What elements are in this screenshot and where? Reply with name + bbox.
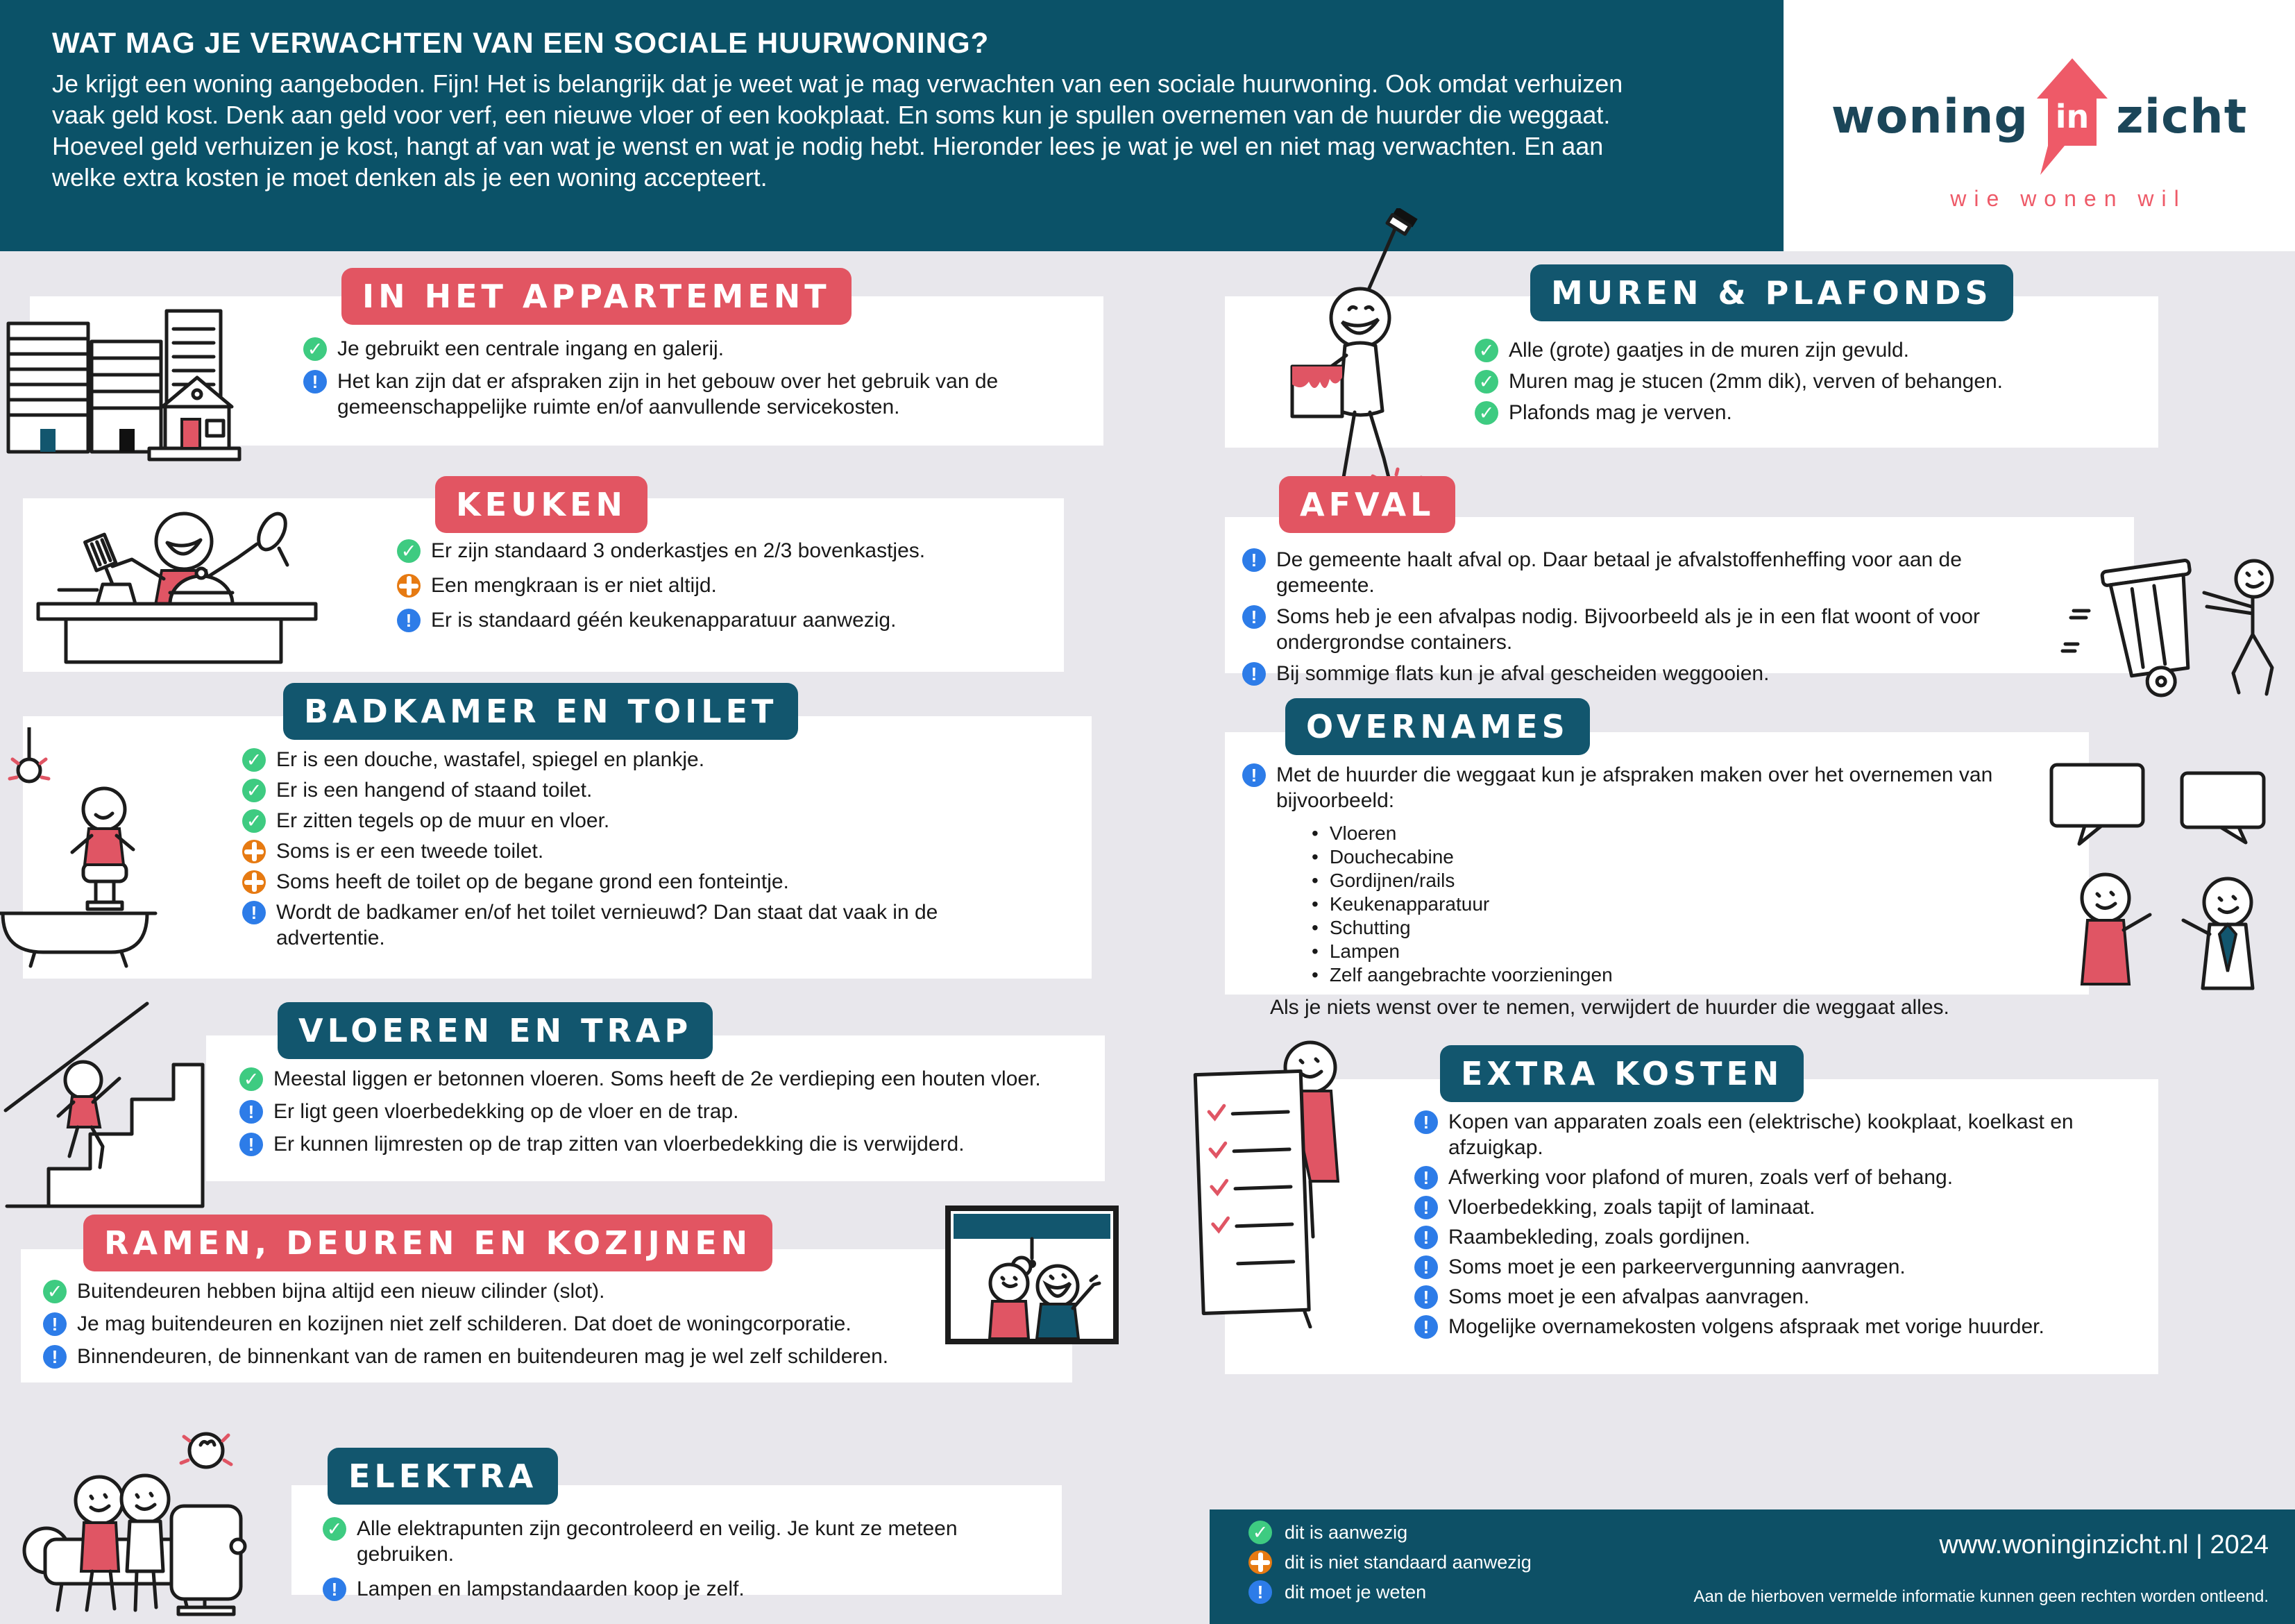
item-text: Afwerking voor plafond of muren, zoals verf of behang.: [1448, 1166, 1954, 1189]
item-row: [242, 747, 992, 772]
stairs-illustration: [0, 998, 205, 1210]
plus-icon: [242, 840, 266, 863]
item-text: Raambekleding, zoals gordijnen.: [1448, 1226, 1751, 1249]
info-icon: !: [239, 1100, 263, 1124]
item-text: Kopen van apparaten zoals een (elektrische) kookplaat, koelkast en afzuigkap.: [1448, 1110, 2074, 1159]
item-text: Soms moet je een afvalpas aanvragen.: [1448, 1285, 1810, 1308]
item-text: Er is een hangend of staand toilet.: [276, 779, 593, 802]
logo-word-zicht: zicht: [2116, 89, 2248, 144]
bullet-item: • Keukenapparatuur: [1312, 894, 2085, 914]
extra-kosten-badge: EXTRA KOSTEN: [1440, 1045, 1804, 1102]
info-icon: !: [1414, 1285, 1438, 1309]
info-icon: !: [43, 1345, 67, 1369]
item-text: Bij sommige flats kun je afval gescheiden weggooien.: [1276, 662, 1770, 685]
info-icon: !: [1248, 1580, 1272, 1604]
plus-icon: [397, 574, 421, 598]
footer-disclaimer: Aan de hierboven vermelde informatie kunnen geen rechten worden ontleend.: [1693, 1587, 2269, 1606]
legend-label: dit is niet standaard aanwezig: [1285, 1551, 1532, 1573]
info-icon: !: [397, 609, 421, 632]
badkamer-badge: BADKAMER EN TOILET: [283, 683, 798, 740]
item-row: [1242, 661, 2061, 686]
info-icon: !: [1414, 1255, 1438, 1279]
intro-paragraph: Je krijgt een woning aangeboden. Fijn! Het is belangrijk dat je weet wat je mag verwachten van een sociale huurwoning. Ook omdat verhuizen vaak geld kost. Denk aan geld voor verf, een nieuwe vloer of een kookplaat. En soms kun je spullen overnemen van de huurder die weggaat. Hoeveel geld verhuizen je kost, hangt af van wat je wenst en wat je nodig hebt. Hieronder lees je wat je wel en niet mag verwachten. En aan welke extra kosten je moet denken als je een woning accepteert.: [52, 69, 1623, 192]
check-icon: ✓: [239, 1067, 263, 1091]
item-row: [43, 1278, 966, 1304]
check-icon: ✓: [43, 1280, 67, 1303]
logo-house-icon: [2035, 56, 2109, 178]
info-icon: !: [242, 901, 266, 924]
item-row: [397, 538, 1049, 564]
info-icon: !: [1242, 763, 1266, 787]
item-row: [1414, 1224, 2160, 1250]
overnames-closing: Als je niets wenst over te nemen, verwijdert de huurder die weggaat alles.: [1270, 996, 1949, 1019]
overnames-items: [1242, 762, 2085, 1020]
item-row: [239, 1066, 1096, 1092]
item-row: [303, 369, 1087, 420]
bullet-item: • Vloeren: [1312, 823, 2085, 843]
vloeren-items: [239, 1066, 1096, 1157]
logo-tagline: wie wonen wil: [1950, 186, 2187, 211]
bullet-item: • Douchecabine: [1312, 847, 2085, 867]
legend: [1248, 1521, 1532, 1604]
info-icon: !: [1242, 548, 1266, 572]
info-icon: !: [1414, 1166, 1438, 1190]
item-row: [323, 1516, 1051, 1567]
item-row: [1414, 1194, 2160, 1220]
info-icon: !: [239, 1133, 263, 1156]
logo-panel: [1784, 0, 2295, 251]
item-row: [1414, 1109, 2160, 1160]
item-text: Er is standaard géén keukenapparatuur aanwezig.: [431, 609, 897, 632]
check-icon: ✓: [1248, 1521, 1272, 1544]
item-text: Je mag buitendeuren en kozijnen niet zelf schilderen. Dat doet de woningcorporatie.: [77, 1312, 852, 1335]
item-text: Wordt de badkamer en/of het toilet vernieuwd? Dan staat dat vaak in de advertentie.: [276, 901, 938, 949]
plus-icon: [242, 870, 266, 894]
item-row: [397, 607, 1049, 633]
footer-site: www.woninginzicht.nl | 2024: [1939, 1530, 2269, 1559]
info-icon: !: [1242, 662, 1266, 686]
item-text: Het kan zijn dat er afspraken zijn in het gebouw over het gebruik van de gemeenschappelijke ruimte en/of aanvullende servicekosten.: [337, 370, 999, 418]
check-icon: ✓: [242, 779, 266, 802]
couch-tv-illustration: [17, 1424, 250, 1620]
item-text: Plafonds mag je verven.: [1509, 401, 1732, 424]
check-icon: ✓: [303, 337, 327, 361]
item-row: [397, 573, 1049, 598]
conversation-illustration: [2039, 755, 2292, 1005]
appartement-badge: IN HET APPARTEMENT: [341, 268, 852, 325]
cooking-illustration: [28, 501, 326, 670]
badkamer-items: [242, 747, 992, 951]
info-icon: !: [303, 370, 327, 394]
item-row: [1414, 1165, 2160, 1190]
item-text: Er is een douche, wastafel, spiegel en plankje.: [276, 748, 705, 771]
extra-kosten-items: [1414, 1109, 2160, 1339]
bullet-item: • Gordijnen/rails: [1312, 870, 2085, 890]
item-text: Er ligt geen vloerbedekking op de vloer en de trap.: [273, 1100, 739, 1123]
info-icon: !: [1414, 1226, 1438, 1249]
plus-icon: [1248, 1550, 1272, 1574]
logo: [1784, 56, 2295, 178]
item-text: Er zitten tegels op de muur en vloer.: [276, 809, 610, 832]
item-row: [242, 869, 992, 895]
item-row: [1475, 337, 2141, 363]
vloeren-badge: VLOEREN EN TRAP: [278, 1002, 713, 1059]
item-text: Soms heeft de toilet op de begane grond een fonteintje.: [276, 870, 789, 893]
keuken-items: [397, 538, 1049, 633]
info-icon: !: [1242, 605, 1266, 629]
bullet-item: • Schutting: [1312, 917, 2085, 938]
ramen-items: [43, 1278, 966, 1369]
check-icon: ✓: [323, 1517, 346, 1541]
item-text: Er kunnen lijmresten op de trap zitten van vloerbedekking die is verwijderd.: [273, 1133, 965, 1156]
item-text: Meestal liggen er betonnen vloeren. Soms heeft de 2e verdieping een houten vloer.: [273, 1067, 1041, 1090]
legend-label: dit moet je weten: [1285, 1581, 1427, 1602]
legend-row: [1248, 1550, 1532, 1574]
item-row: [1475, 369, 2141, 394]
item-text: Je gebruikt een centrale ingang en galerij.: [337, 337, 725, 360]
item-row: [1414, 1314, 2160, 1339]
bathroom-illustration: [0, 727, 232, 974]
item-text: Buitendeuren hebben bijna altijd een nieuw cilinder (slot).: [77, 1280, 605, 1303]
item-text: Met de huurder die weggaat kun je afspraken maken over het overnemen van bijvoorbeeld:: [1276, 763, 1993, 812]
checklist-illustration: [1174, 1029, 1363, 1328]
info-icon: !: [1414, 1196, 1438, 1219]
check-icon: ✓: [1475, 401, 1498, 425]
check-icon: ✓: [397, 539, 421, 563]
item-row: [239, 1099, 1096, 1124]
item-row: [1414, 1284, 2160, 1310]
waste-bin-illustration: [2032, 529, 2295, 698]
legend-row: [1248, 1580, 1532, 1604]
bullet-item: • Zelf aangebrachte voorzieningen: [1312, 965, 2085, 985]
page-title: WAT MAG JE VERWACHTEN VAN EEN SOCIALE HUURWONING?: [52, 26, 990, 59]
item-text: Lampen en lampstandaarden koop je zelf.: [357, 1578, 745, 1600]
info-icon: !: [43, 1312, 67, 1336]
item-text: De gemeente haalt afval op. Daar betaal je afvalstoffenheffing voor aan de gemeente.: [1276, 548, 1962, 597]
afval-badge: AFVAL: [1279, 476, 1455, 533]
overnames-badge: OVERNAMES: [1285, 698, 1590, 755]
item-row: [1242, 604, 2061, 655]
logo-word-in: in: [2055, 98, 2090, 135]
ramen-badge: RAMEN, DEUREN EN KOZIJNEN: [83, 1215, 772, 1271]
muren-badge: MUREN & PLAFONDS: [1530, 264, 2013, 321]
afval-items: [1242, 547, 2061, 686]
item-row: [242, 838, 992, 864]
item-row: [1414, 1254, 2160, 1280]
elektra-items: [323, 1516, 1051, 1602]
item-text: Soms moet je een parkeervergunning aanvragen.: [1448, 1255, 1906, 1278]
info-icon: !: [1414, 1315, 1438, 1339]
info-icon: !: [323, 1578, 346, 1601]
footer: [1210, 1509, 2295, 1624]
appartement-items: [303, 336, 1087, 420]
item-row: [239, 1131, 1096, 1157]
item-row: [1242, 762, 2085, 813]
check-icon: ✓: [1475, 370, 1498, 394]
bullet-list: [1242, 823, 2085, 985]
item-text: Binnendeuren, de binnenkant van de ramen en buitendeuren mag je wel zelf schilderen.: [77, 1345, 889, 1368]
elektra-badge: ELEKTRA: [328, 1448, 558, 1505]
logo-word-woning: woning: [1831, 89, 2029, 144]
item-row: [303, 336, 1087, 362]
photo-frame-illustration: [945, 1206, 1119, 1344]
keuken-badge: KEUKEN: [435, 476, 647, 533]
item-row: [242, 777, 992, 803]
check-icon: ✓: [1475, 339, 1498, 362]
item-text: Mogelijke overnamekosten volgens afspraak met vorige huurder.: [1448, 1315, 2044, 1338]
item-text: Alle elektrapunten zijn gecontroleerd en veilig. Je kunt ze meteen gebruiken.: [357, 1517, 958, 1566]
legend-row: [1248, 1521, 1532, 1544]
check-icon: ✓: [242, 748, 266, 772]
item-row: [242, 808, 992, 834]
painter-illustration: [1285, 208, 1462, 486]
item-row: [323, 1576, 1051, 1602]
bullet-item: • Lampen: [1312, 941, 2085, 961]
item-text: Er zijn standaard 3 onderkastjes en 2/3 bovenkastjes.: [431, 539, 926, 562]
check-icon: ✓: [242, 809, 266, 833]
item-text: Alle (grote) gaatjes in de muren zijn gevuld.: [1509, 339, 1909, 362]
item-row: [43, 1311, 966, 1337]
item-row: [1242, 547, 2061, 598]
info-icon: !: [1414, 1110, 1438, 1134]
item-text: Soms heb je een afvalpas nodig. Bijvoorbeeld als je in een flat woont of voor ondergrondse containers.: [1276, 605, 1980, 654]
item-text: Soms is er een tweede toilet.: [276, 840, 544, 863]
muren-items: [1475, 337, 2141, 425]
item-text: Muren mag je stucen (2mm dik), verven of behangen.: [1509, 370, 2004, 393]
item-row: [242, 899, 992, 951]
item-row: [1475, 400, 2141, 425]
item-row: [43, 1344, 966, 1369]
legend-label: dit is aanwezig: [1285, 1521, 1408, 1543]
item-text: Vloerbedekking, zoals tapijt of laminaat.: [1448, 1196, 1815, 1219]
buildings-illustration: [0, 297, 246, 464]
item-text: Een mengkraan is er niet altijd.: [431, 574, 717, 597]
